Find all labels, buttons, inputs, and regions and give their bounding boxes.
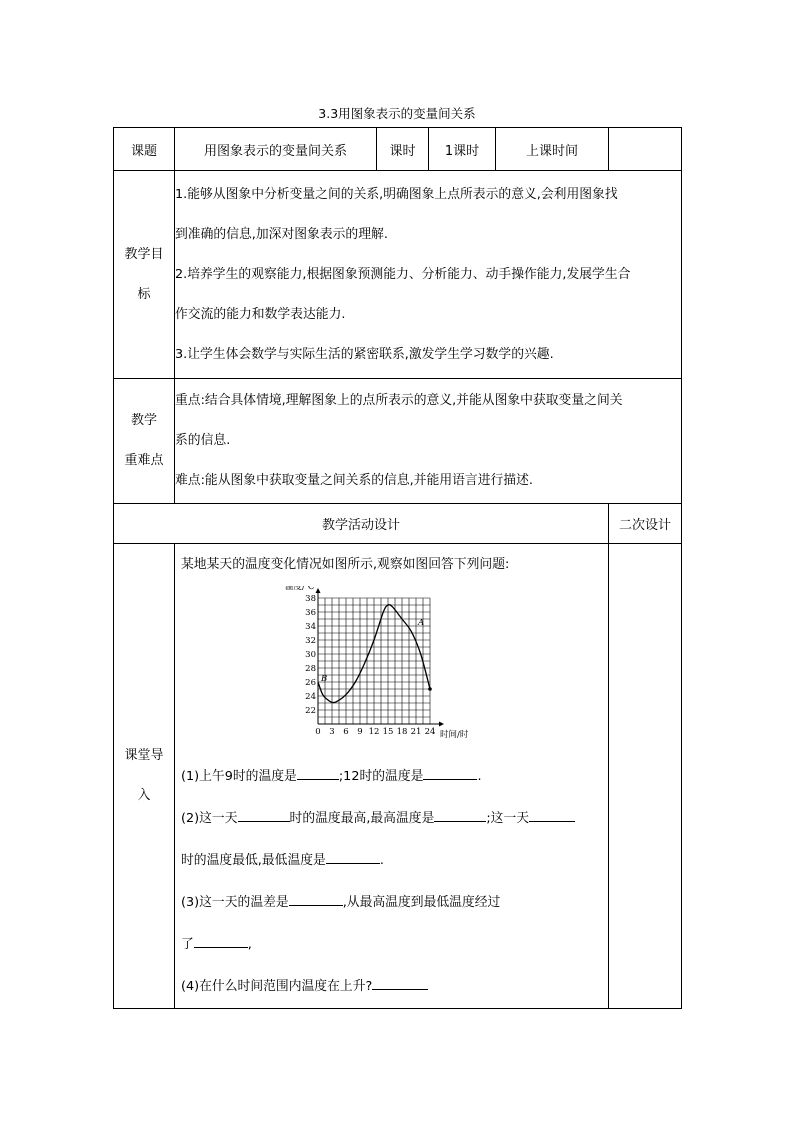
curve-end-point bbox=[428, 687, 432, 691]
objectives-label bbox=[114, 171, 175, 379]
second-design-content bbox=[609, 544, 682, 1009]
answer-blank[interactable] bbox=[297, 767, 339, 780]
objective-line: 1.能够从图象中分析变量之间的关系,明确图象上点所表示的意义,会利用图象找 bbox=[175, 186, 618, 202]
difficulty-line: 难点:能从图象中获取变量之间关系的信息,并能用语言进行描述. bbox=[175, 473, 533, 488]
objectives-content bbox=[175, 171, 682, 379]
x-tick-label: 24 bbox=[424, 727, 436, 737]
activity-header-row bbox=[114, 504, 682, 544]
intro-row bbox=[114, 544, 682, 1009]
objectives-label-line2: 标 bbox=[137, 286, 151, 302]
difficulty-label-line1: 教学 bbox=[130, 413, 157, 428]
header-row bbox=[114, 128, 682, 171]
period-label: 课时 bbox=[377, 128, 429, 171]
x-tick-label: 6 bbox=[343, 727, 349, 737]
y-tick-label: 22 bbox=[305, 706, 316, 716]
question-2-cont: 时的温度最低,最低温度是 . bbox=[181, 853, 384, 868]
y-tick-label: 26 bbox=[305, 678, 316, 688]
lesson-plan-table bbox=[113, 127, 682, 1009]
question-1: (1)上午9时的温度是 ;12时的温度是 . bbox=[181, 769, 482, 784]
objective-line: 3.让学生体会数学与实际生活的紧密联系,激发学生学习数学的兴趣. bbox=[175, 346, 554, 362]
activity-design-label: 教学活动设计 bbox=[114, 504, 609, 544]
x-tick-label: 18 bbox=[396, 727, 408, 737]
x-axis-label: 时间/时 bbox=[440, 730, 469, 740]
y-tick-label: 34 bbox=[305, 622, 316, 632]
y-tick-label: 32 bbox=[305, 636, 316, 646]
point-label: A bbox=[418, 618, 425, 628]
x-tick-label: 21 bbox=[410, 727, 422, 737]
objectives-row bbox=[114, 171, 682, 379]
answer-blank[interactable] bbox=[434, 809, 486, 822]
intro-label bbox=[114, 544, 175, 1009]
y-tick-label: 28 bbox=[305, 664, 316, 674]
temperature-chart-container bbox=[175, 586, 608, 756]
answer-blank[interactable] bbox=[423, 767, 477, 780]
x-axis-arrow bbox=[439, 722, 444, 727]
answer-blank[interactable] bbox=[326, 851, 380, 864]
intro-label-line2: 入 bbox=[137, 788, 151, 803]
x-tick-label: 0 bbox=[315, 727, 321, 737]
temperature-chart bbox=[285, 586, 485, 751]
second-design-label: 二次设计 bbox=[609, 504, 682, 544]
difficulty-line: 重点:结合具体情境,理解图象上的点所表示的意义,并能从图象中获取变量之间关 bbox=[175, 393, 623, 408]
answer-blank[interactable] bbox=[529, 809, 575, 822]
difficulty-label bbox=[114, 379, 175, 504]
answer-blank[interactable] bbox=[194, 935, 248, 948]
y-axis-label: 温度/℃ bbox=[285, 586, 315, 592]
difficulty-row bbox=[114, 379, 682, 504]
y-axis-arrow bbox=[316, 588, 321, 593]
question-3: (3)这一天的温差是 ,从最高温度到最低温度经过 bbox=[181, 895, 501, 910]
x-tick-label: 9 bbox=[357, 727, 363, 737]
intro-content bbox=[175, 544, 609, 1009]
y-tick-label: 38 bbox=[305, 594, 316, 604]
topic-value: 用图象表示的变量间关系 bbox=[175, 128, 377, 171]
difficulty-line: 系的信息. bbox=[175, 433, 231, 448]
class-time-value bbox=[609, 128, 682, 171]
x-tick-label: 12 bbox=[368, 727, 380, 737]
x-tick-label: 15 bbox=[382, 727, 394, 737]
intro-label-line1: 课堂导 bbox=[124, 748, 164, 763]
topic-label: 课题 bbox=[114, 128, 175, 171]
point-label: B bbox=[321, 674, 328, 684]
intro-prompt: 某地某天的温度变化情况如图所示,观察如图回答下列问题: bbox=[181, 557, 510, 572]
x-tick-label: 3 bbox=[329, 727, 335, 737]
difficulty-label-line2: 重难点 bbox=[124, 453, 164, 468]
answer-blank[interactable] bbox=[372, 977, 428, 990]
y-tick-label: 24 bbox=[305, 692, 316, 702]
y-tick-label: 30 bbox=[305, 650, 316, 660]
question-3-cont: 了 , bbox=[181, 937, 252, 952]
objective-line: 2.培养学生的观察能力,根据图象预测能力、分析能力、动手操作能力,发展学生合 bbox=[175, 266, 631, 282]
y-tick-label: 36 bbox=[305, 608, 316, 618]
question-2: (2)这一天 时的温度最高,最高温度是 ;这一天 bbox=[181, 798, 602, 840]
document-title: 3.3用图象表示的变量间关系 bbox=[318, 106, 476, 121]
class-time-label: 上课时间 bbox=[496, 128, 609, 171]
objectives-label-line1: 教学目 bbox=[124, 246, 164, 262]
objective-line: 到准确的信息,加深对图象表示的理解. bbox=[175, 226, 388, 242]
period-value: 1课时 bbox=[429, 128, 496, 171]
difficulty-content bbox=[175, 379, 682, 504]
answer-blank[interactable] bbox=[238, 809, 290, 822]
objective-line: 作交流的能力和数学表达能力. bbox=[175, 306, 346, 322]
question-4: (4)在什么时间范围内温度在上升? bbox=[181, 966, 602, 1008]
answer-blank[interactable] bbox=[289, 893, 343, 906]
